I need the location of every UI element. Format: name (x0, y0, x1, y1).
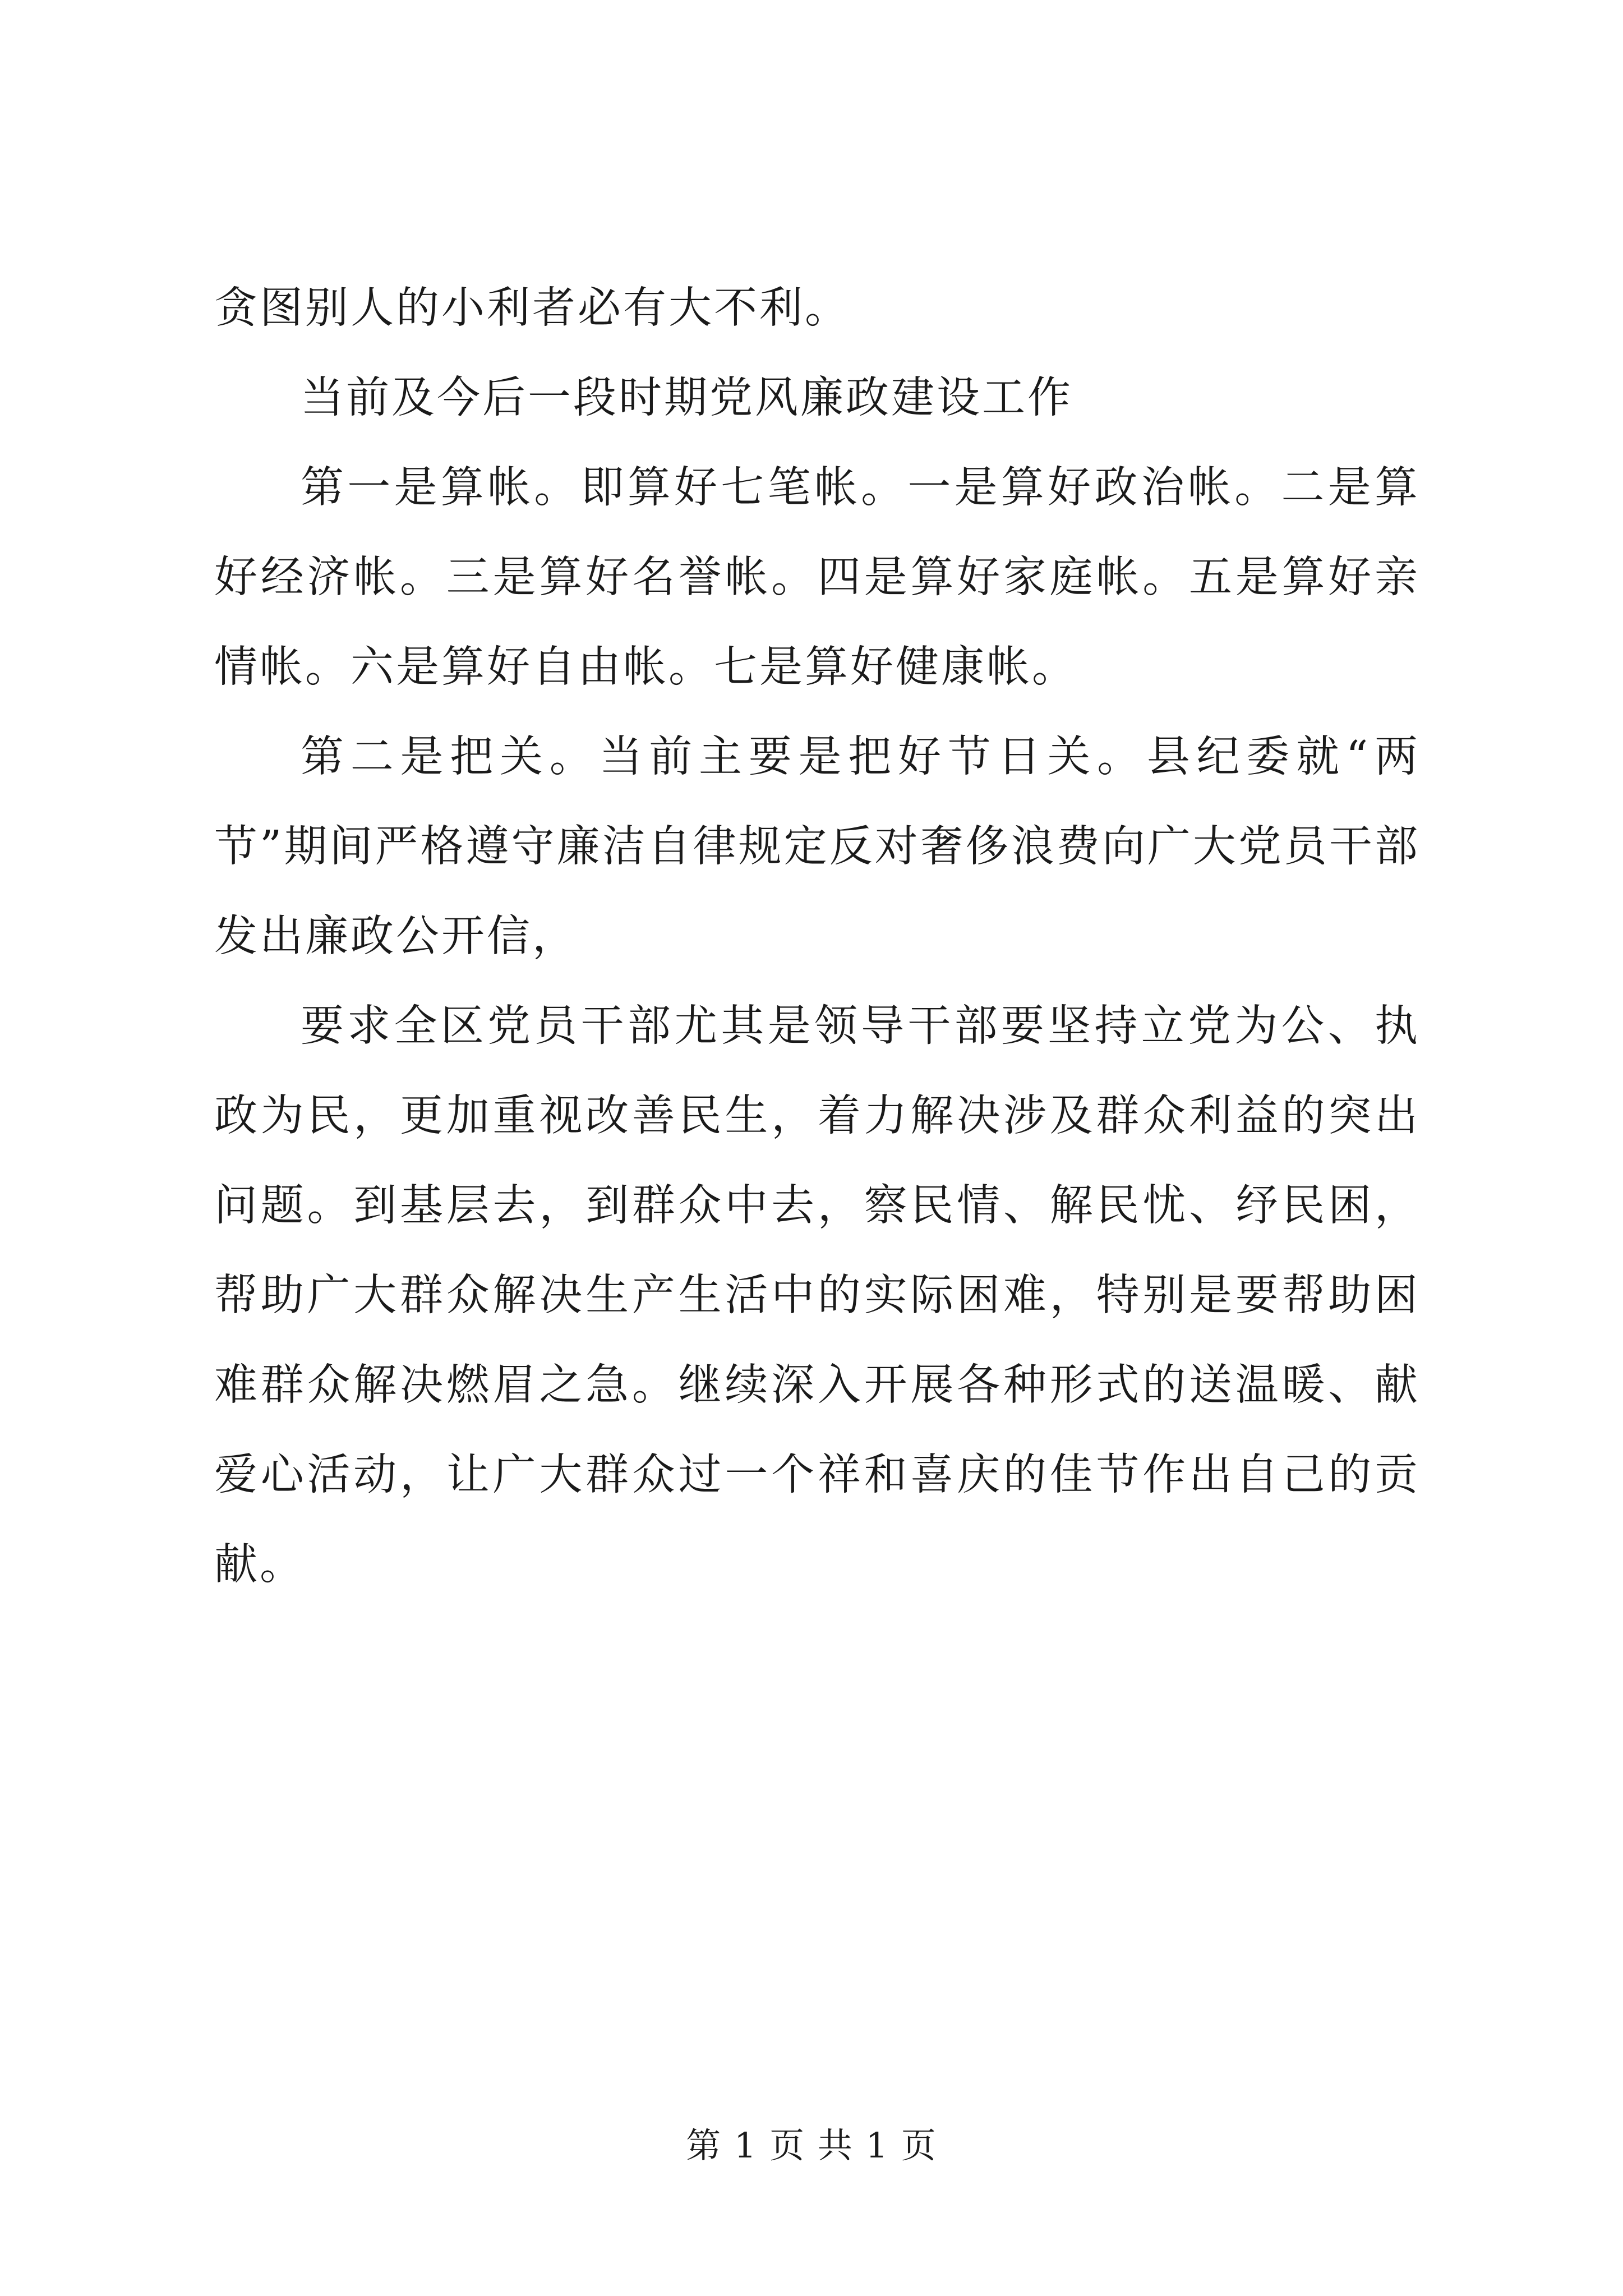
paragraph-2: 当前及今后一段时期党风廉政建设工作 (301, 373, 1073, 423)
paragraph-1: 贪图别人的小利者必有大不利。 (214, 283, 850, 333)
paragraph-3: 第一是算帐。即算好七笔帐。一是算好政治帐。二是算好经济帐。三是算好名誉帐。四是算好家庭帐。五是算好亲情帐。六是算好自由帐。七是算好健康帐。 (214, 463, 1420, 692)
document-body (214, 264, 1420, 1610)
paragraph-4: 第二是把关。当前主要是把好节日关。县纪委就“两节”期间严格遵守廉洁自律规定反对奢侈浪费向广大党员干部发出廉政公开信， (214, 732, 1420, 961)
paragraph-5: 要求全区党员干部尤其是领导干部要坚持立党为公、执政为民，更加重视改善民生，着力解决涉及群众利益的突出问题。到基层去，到群众中去，察民情、解民忧、纾民困，帮助广大群众解决生产生活中的实际困难，特别是要帮助困难群众解决燃眉之急。继续深入开展各种形式的送温暖、献爱心活动，让广大群众过一个祥和喜庆的佳节作出自己的贡献。 (214, 1001, 1420, 1590)
page-number-footer: 第 1 页 共 1 页 (686, 2125, 937, 2166)
